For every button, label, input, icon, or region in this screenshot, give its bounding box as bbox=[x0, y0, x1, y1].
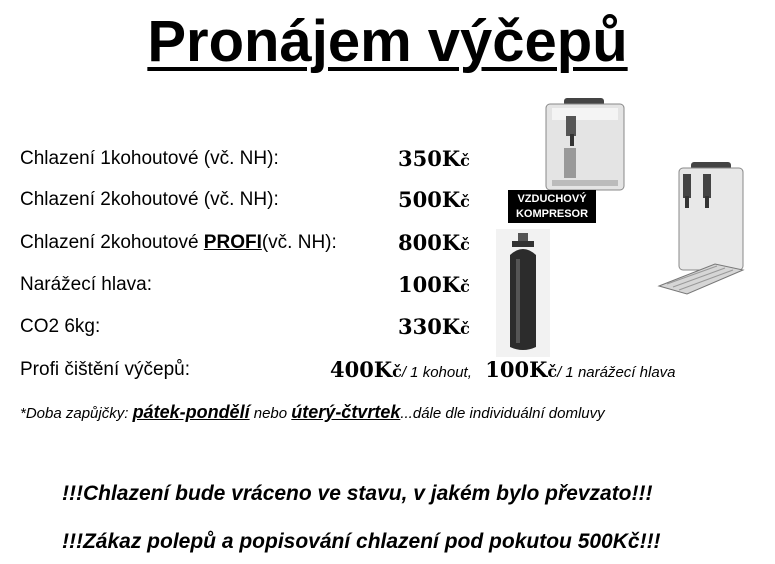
row-price-1: 350Kč bbox=[398, 146, 470, 171]
page-title: Pronájem výčepů bbox=[147, 9, 628, 74]
row-label-5: CO2 6kg: bbox=[20, 316, 101, 337]
cleaning-prices: 400Kč/ 1 kohout, 100Kč/ 1 narážecí hlava bbox=[330, 357, 676, 382]
profi-label: PROFI bbox=[203, 232, 262, 253]
cleaning-label: Profi čištění výčepů: bbox=[20, 359, 191, 380]
row-label-2: Chlazení 2kohoutové (vč. NH): bbox=[20, 189, 279, 210]
row-price-3: 800Kč bbox=[398, 230, 470, 255]
beer-cooler-single-icon bbox=[538, 94, 628, 194]
air-compressor-badge: VZDUCHOVÝ KOMPRESOR bbox=[508, 190, 596, 223]
warning-no-stickers: !!!Zákaz polepů a popisování chlazení pod pokutou 500Kč!!! bbox=[62, 530, 661, 553]
beer-cooler-double-icon bbox=[655, 160, 747, 298]
row-price-4: 100Kč bbox=[398, 272, 470, 297]
row-label-3: Chlazení 2kohoutové PROFI(vč. NH): bbox=[20, 232, 337, 253]
row-price-5: 330Kč bbox=[398, 314, 470, 339]
co2-cylinder-icon bbox=[496, 229, 550, 357]
warning-return-condition: !!!Chlazení bude vráceno ve stavu, v jakém bylo převzato!!! bbox=[62, 482, 653, 505]
rental-period-note: *Doba zapůjčky: pátek-pondělí nebo úterý-čtvrtek...dále dle individuální domluvy bbox=[20, 402, 605, 422]
row-label-1: Chlazení 1kohoutové (vč. NH): bbox=[20, 148, 279, 169]
row-price-2: 500Kč bbox=[398, 187, 470, 212]
row-label-4: Narážecí hlava: bbox=[20, 274, 153, 295]
